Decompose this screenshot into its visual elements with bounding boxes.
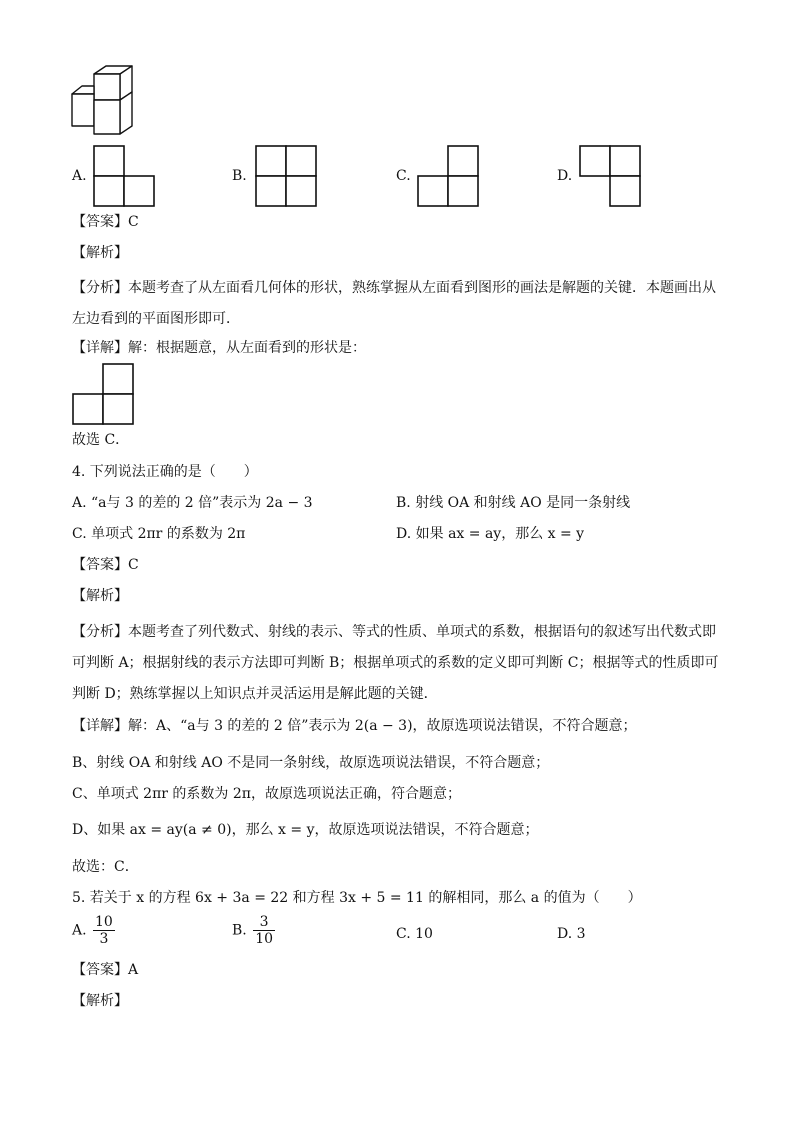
q4-option-b: B. 射线 OA 和射线 AO 是同一条射线: [396, 495, 631, 511]
q5-option-b-denominator: 10: [255, 931, 274, 947]
q3-solution-figure: [71, 362, 137, 426]
q5-option-b-label: B.: [232, 922, 247, 939]
q5-jiexi: 【解析】: [72, 993, 128, 1009]
q3-option-a-figure: [92, 144, 158, 208]
q5-option-b-numerator: 3: [253, 914, 275, 931]
q4-option-d: D. 如果 ax = ay，那么 x = y: [396, 526, 585, 542]
q5-option-c: C. 10: [396, 926, 433, 942]
q4-conclusion: 故选：C．: [72, 859, 139, 875]
q5-option-a-label: A.: [72, 922, 87, 939]
q5-option-a-numerator: 10: [95, 914, 113, 930]
q3-option-c-figure: [416, 144, 482, 208]
q3-conclusion: 故选 C．: [72, 432, 130, 448]
q3-option-b-figure: [254, 144, 320, 208]
q5-option-a-denominator: 3: [99, 931, 109, 947]
q4-jiexi: 【解析】: [72, 588, 128, 604]
q4-detail-c: C、单项式 2πr 的系数为 2π，故原选项说法正确，符合题意；: [72, 786, 461, 802]
q5-option-a: [72, 914, 117, 947]
q3-option-b-label: B.: [232, 168, 247, 184]
q5-option-d: D. 3: [557, 926, 586, 942]
q4-detail-b: B、射线 OA 和射线 AO 不是同一条射线，故原选项说法错误，不符合题意；: [72, 755, 550, 771]
q3-detail: 【详解】解：根据题意，从左面看到的形状是：: [72, 340, 366, 356]
q3-jiexi: 【解析】: [72, 245, 128, 261]
q4-option-c: C. 单项式 2πr 的系数为 2π: [72, 526, 246, 542]
q3-option-d-label: D.: [557, 168, 573, 184]
q5-option-b-fraction: [253, 914, 275, 947]
q4-option-a: A. “a与 3 的差的 2 倍”表示为 2a − 3: [72, 495, 313, 511]
q3-analysis: 【分析】本题考查了从左面看几何体的形状，熟练掌握从左面看到图形的画法是解题的关键．本题画出从左边看到的平面图形即可．: [72, 280, 716, 327]
q5-stem: 5. 若关于 x 的方程 6x + 3a = 22 和方程 3x + 5 = 11 的解相同，那么 a 的值为（ ）: [72, 890, 642, 906]
q3-option-d-figure: [578, 144, 644, 208]
q5-answer: 【答案】A: [72, 962, 139, 978]
q3-option-c-label: C.: [396, 168, 411, 184]
q4-detail-d: D、如果 ax = ay(a ≠ 0)，那么 x = y，故原选项说法错误，不符合题意；: [72, 822, 539, 838]
q4-answer: 【答案】C: [72, 557, 139, 573]
q4-analysis: 【分析】本题考查了列代数式、射线的表示、等式的性质、单项式的系数，根据语句的叙述写出代数式即可判断 A；根据射线的表示方法即可判断 B；根据单项式的系数的定义即可判断 C；根据等式的性质即可判断 D；熟练掌握以上知识点并灵活运用是解此题的关键．: [72, 624, 719, 702]
q3-answer: 【答案】C: [72, 214, 139, 230]
q5-option-b: [232, 914, 277, 947]
q5-option-a-fraction: [93, 914, 115, 947]
q3-option-a-label: A.: [72, 168, 87, 184]
cube-stack-figure: [68, 62, 140, 142]
q4-detail-a: 【详解】解：A、“a与 3 的差的 2 倍”表示为 2(a − 3)，故原选项说法错误，不符合题意；: [72, 718, 637, 734]
q4-stem: 4. 下列说法正确的是（ ）: [72, 464, 258, 480]
